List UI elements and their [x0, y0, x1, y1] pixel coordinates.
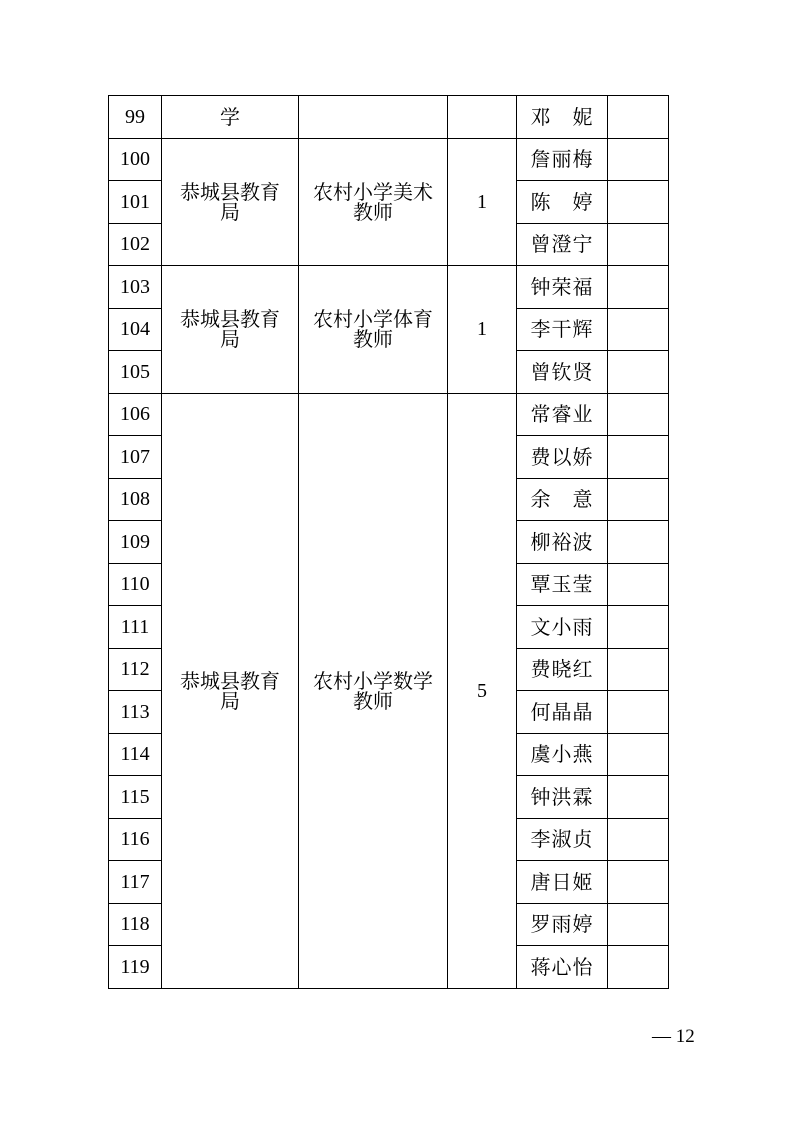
candidate-name: 钟洪霖 — [517, 776, 608, 819]
row-number: 110 — [109, 563, 162, 606]
row-number: 102 — [109, 223, 162, 266]
remarks-cell — [608, 478, 669, 521]
candidate-name: 钟荣福 — [517, 266, 608, 309]
employer-line: 恭城县教育 — [180, 307, 280, 332]
row-number: 99 — [109, 96, 162, 139]
employer-cell — [162, 393, 299, 988]
candidate-name: 唐日姬 — [517, 861, 608, 904]
row-number: 119 — [109, 946, 162, 989]
row-number: 108 — [109, 478, 162, 521]
quota-cell: 1 — [448, 266, 517, 394]
candidate-name: 詹丽梅 — [517, 138, 608, 181]
remarks-cell — [608, 138, 669, 181]
candidate-name: 柳裕波 — [517, 521, 608, 564]
candidate-name: 罗雨婷 — [517, 903, 608, 946]
row-number: 116 — [109, 818, 162, 861]
employer-line: 局 — [220, 327, 240, 352]
remarks-cell — [608, 181, 669, 224]
position-line: 教师 — [353, 327, 393, 352]
remarks-cell — [608, 266, 669, 309]
candidate-name: 费晓红 — [517, 648, 608, 691]
remarks-cell — [608, 563, 669, 606]
roster-table — [108, 95, 669, 989]
employer-cell — [162, 266, 299, 394]
row-number: 105 — [109, 351, 162, 394]
employer-cell — [162, 138, 299, 266]
remarks-cell — [608, 776, 669, 819]
row-number: 109 — [109, 521, 162, 564]
remarks-cell — [608, 903, 669, 946]
candidate-name: 常睿业 — [517, 393, 608, 436]
table-row — [109, 138, 669, 181]
remarks-cell — [608, 351, 669, 394]
row-number: 117 — [109, 861, 162, 904]
remarks-cell — [608, 436, 669, 479]
employer-line: 局 — [220, 199, 240, 224]
candidate-name: 虞小燕 — [517, 733, 608, 776]
remarks-cell — [608, 393, 669, 436]
candidate-name: 何晶晶 — [517, 691, 608, 734]
remarks-cell — [608, 223, 669, 266]
position-line: 农村小学数学 — [313, 668, 433, 693]
row-number: 100 — [109, 138, 162, 181]
page-number: — 12 — [652, 1026, 695, 1047]
employer-cell: 学 — [162, 96, 299, 139]
position-line: 农村小学美术 — [313, 179, 433, 204]
remarks-cell — [608, 946, 669, 989]
remarks-cell — [608, 861, 669, 904]
candidate-name: 蒋心怡 — [517, 946, 608, 989]
row-number: 101 — [109, 181, 162, 224]
table-row — [109, 96, 669, 139]
candidate-name: 费以娇 — [517, 436, 608, 479]
remarks-cell — [608, 691, 669, 734]
remarks-cell — [608, 96, 669, 139]
employer-line: 恭城县教育 — [180, 179, 280, 204]
candidate-name: 余 意 — [517, 478, 608, 521]
position-cell — [299, 393, 448, 988]
candidate-name: 李淑贞 — [517, 818, 608, 861]
quota-cell: 1 — [448, 138, 517, 266]
row-number: 104 — [109, 308, 162, 351]
quota-cell: 5 — [448, 393, 517, 988]
row-number: 112 — [109, 648, 162, 691]
row-number: 106 — [109, 393, 162, 436]
position-cell — [299, 138, 448, 266]
table-row — [109, 266, 669, 309]
position-line: 教师 — [353, 688, 393, 713]
row-number: 114 — [109, 733, 162, 776]
position-cell — [299, 266, 448, 394]
position-cell — [299, 96, 448, 139]
row-number: 103 — [109, 266, 162, 309]
candidate-name: 文小雨 — [517, 606, 608, 649]
candidate-name: 李干辉 — [517, 308, 608, 351]
row-number: 118 — [109, 903, 162, 946]
remarks-cell — [608, 308, 669, 351]
employer-line: 恭城县教育 — [180, 668, 280, 693]
candidate-name: 曾钦贤 — [517, 351, 608, 394]
quota-cell — [448, 96, 517, 139]
candidate-name: 曾澄宁 — [517, 223, 608, 266]
row-number: 107 — [109, 436, 162, 479]
row-number: 111 — [109, 606, 162, 649]
candidate-name: 覃玉莹 — [517, 563, 608, 606]
remarks-cell — [608, 818, 669, 861]
remarks-cell — [608, 521, 669, 564]
row-number: 115 — [109, 776, 162, 819]
position-line: 农村小学体育 — [313, 307, 433, 332]
candidate-name: 邓 妮 — [517, 96, 608, 139]
table-row — [109, 393, 669, 436]
row-number: 113 — [109, 691, 162, 734]
employer-line: 局 — [220, 688, 240, 713]
candidate-name: 陈 婷 — [517, 181, 608, 224]
remarks-cell — [608, 733, 669, 776]
remarks-cell — [608, 606, 669, 649]
remarks-cell — [608, 648, 669, 691]
position-line: 教师 — [353, 199, 393, 224]
